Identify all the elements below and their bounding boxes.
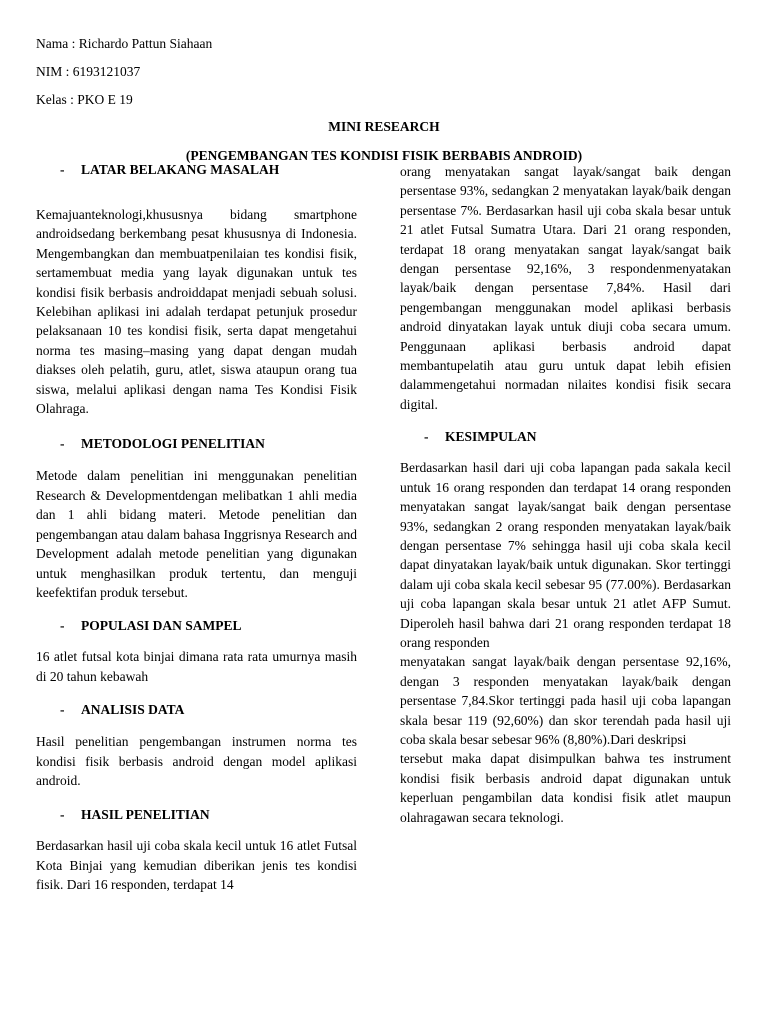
heading-text: LATAR BELAKANG MASALAH [81, 162, 280, 177]
section-heading-latar [36, 162, 357, 178]
heading-text: ANALISIS DATA [81, 702, 185, 718]
left-column [36, 162, 357, 895]
heading-text: METODOLOGI PENELITIAN [81, 436, 265, 452]
section-heading-populasi [36, 618, 357, 634]
bullet-dash: - [424, 429, 429, 445]
bullet-dash: - [60, 436, 65, 452]
bullet-dash: - [60, 162, 65, 177]
paragraph-latar: Kemajuanteknologi,khususnya bidang smartphone androidsedang berkembang pesat khususnya di Indonesia. Mengembangkan dan membuatpenilaian tes kondisi fisik, sertamembuat media yang layak digunakan untuk tes kondisi fisik berbasis androiddapat menjadi sebuah solusi. Kelebihan aplikasi ini adalah terdapat petunjuk prosedur pelaksanaan 10 tes kondisi fisik, serta dapat mengetahui norma tes masing‒masing yang dapat dengan mudah diakses oleh pelatih, guru, atlet, siswa ataupun orang tua siswa, melalui aplikasi dengan nama Tes Kondisi Fisik Olahraga. [36, 207, 357, 417]
student-class: Kelas : PKO E 19 [36, 92, 133, 107]
student-name: Nama : Richardo Pattun Siahaan [36, 36, 213, 51]
paragraph-analisis: Hasil penelitian pengembangan instrumen norma tes kondisi fisik berbasis android dengan model aplikasi android. [36, 734, 357, 788]
document-subtitle: (PENGEMBANGAN TES KONDISI FISIK BERBABIS ANDROID) [185, 148, 583, 163]
paragraph-hasil-start: Berdasarkan hasil uji coba skala kecil untuk 16 atlet Futsal Kota Binjai yang kemudian diberikan jenis tes kondisi fisik. Dari 16 responden, terdapat 14 [36, 838, 357, 893]
paragraph-hasil-continued: orang menyatakan sangat layak/sangat baik dengan persentase 93%, sedangkan 2 menyatakan layak/baik dengan persentase 7%. Berdasarkan hasil uji coba skala besar untuk 21 atlet Futsal Sumatra Utara. Dari 21 orang responden, terdapat 18 orang menyatakan sangat layak/sangat baik dengan persentase 92,16%, 3 respondenmenyatakan layak/baik dengan persentase 7,84%. Hasil dari pengembangan menggunakan model aplikasi berbasis android dinyatakan layak untuk diuji coba secara umum. Penggunaan aplikasi berbasis android dapat membantupelatih atau guru untuk dapat lebih efisien dalammengetahui normadan nilaites kondisi fisik secara digital. [400, 164, 731, 412]
bullet-dash: - [60, 702, 65, 718]
heading-text: KESIMPULAN [445, 429, 537, 445]
section-heading-kesimpulan [400, 429, 731, 445]
right-column [400, 162, 731, 827]
heading-text: POPULASI DAN SAMPEL [81, 618, 242, 634]
paragraph-populasi: 16 atlet futsal kota binjai dimana rata rata umurnya masih di 20 tahun kebawah [36, 649, 357, 684]
paragraph-kesimpulan-3: tersebut maka dapat disimpulkan bahwa tes instrument kondisi fisik berbasis android dapat digunakan untuk keperluan pengambilan data kondisi fisik atlet maupun olahragawan secara teknologi. [400, 751, 731, 825]
section-heading-analisis [36, 702, 357, 718]
bullet-dash: - [60, 618, 65, 634]
paragraph-kesimpulan-1: Berdasarkan hasil dari uji coba lapangan pada sakala kecil untuk 16 orang responden dan terdapat 14 orang responden menyatakan sangat layak/sangat baik dengan persentase 93%, sedangkan 2 orang responden menyatakan layak/baik dengan persentase 7% sehingga hasil uji coba skala kecil dapat dinyatakan layak/baik untuk digunakan. Skor tertinggi dalam uji coba skala kecil sebesar 95 (77.00%). Berdasarkan uji coba lapangan skala besar untuk 21 atlet AFP Sumut. Diperoleh hasil bahwa dari 21 orang responden terdapat 18 orang responden [400, 460, 731, 650]
heading-text: HASIL PENELITIAN [81, 807, 210, 823]
section-heading-hasil [36, 807, 357, 823]
document-title: MINI RESEARCH [328, 119, 440, 134]
section-heading-metodologi [36, 436, 357, 452]
student-nim: NIM : 6193121037 [36, 64, 141, 79]
paragraph-kesimpulan-2: menyatakan sangat layak/baik dengan persentase 92,16%, dengan 3 responden menyatakan layak/baik dengan persentase 7,84.Skor tertinggi pada hasil uji coba lapangan skala besar 119 (92,60%) dan skor terendah pada hasil uji coba skala besar sebesar 96% (8,80%).Dari deskripsi [400, 654, 731, 747]
paragraph-metodologi: Metode dalam penelitian ini menggunakan penelitian Research & Developmentdengan melibatkan 1 ahli media dan 1 ahli bidang materi. Metode penelitian dan pengembangan atau dalam bahasa Inggrisnya Research and Development adalah metode penelitian yang digunakan untuk menghasilkan produk tertentu, dan menguji keefektifan produk tersebut. [36, 468, 357, 600]
bullet-dash: - [60, 807, 65, 823]
